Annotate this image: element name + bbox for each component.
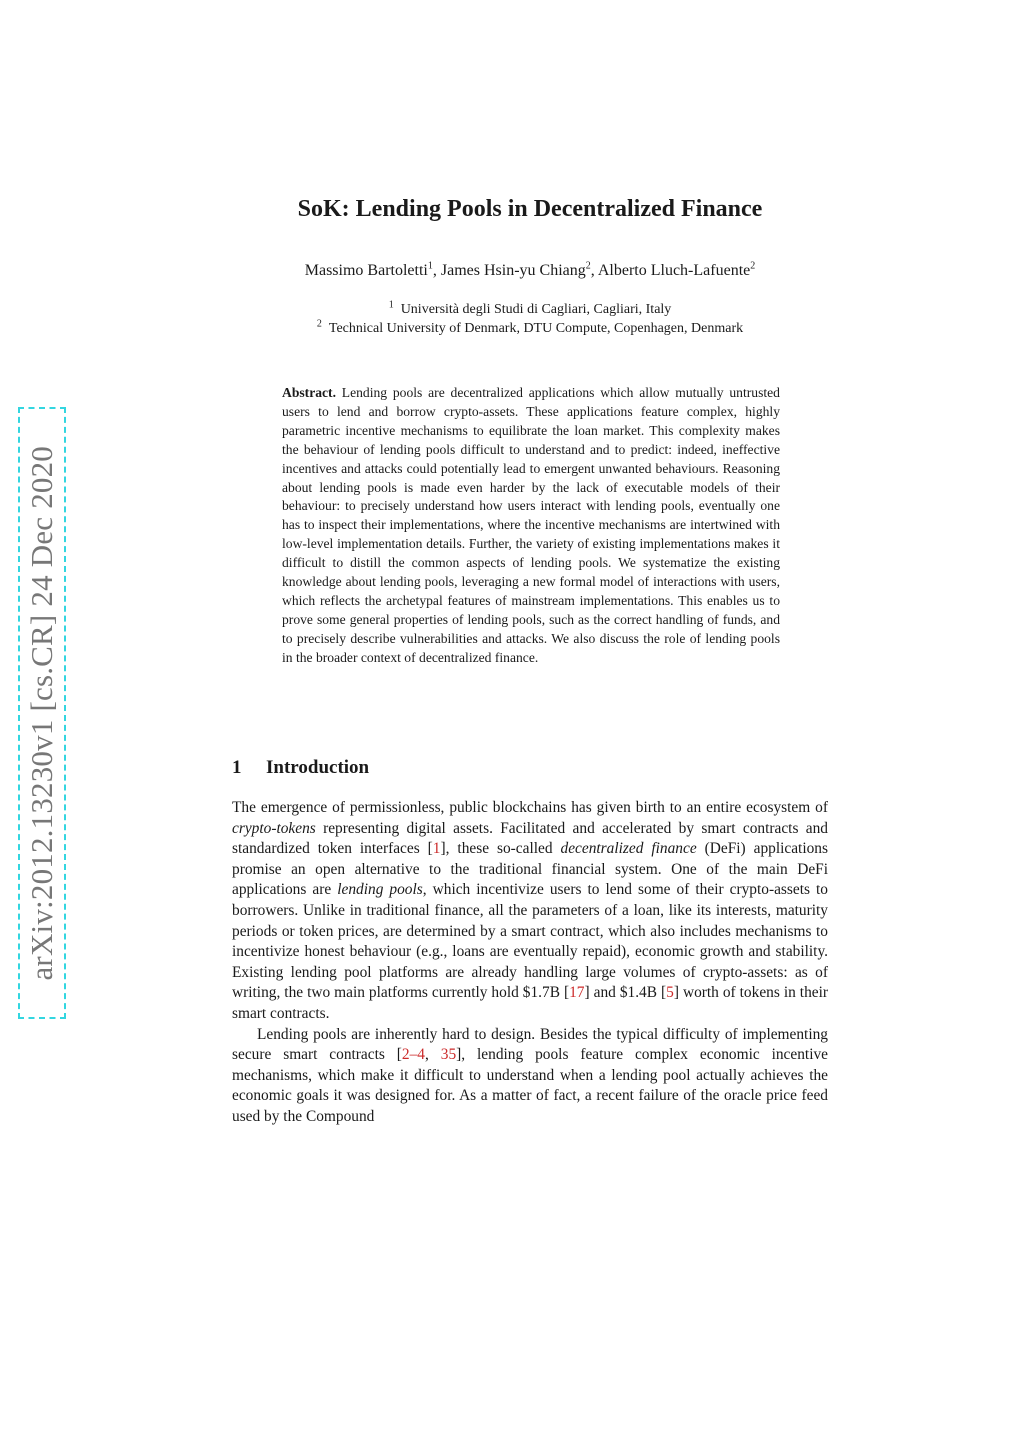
citation-link[interactable]: 2–4: [401, 1046, 425, 1064]
text-run: ] and $1.4B [: [584, 984, 667, 1002]
citation-link[interactable]: 1: [432, 840, 441, 858]
text-run: ], lending pools feature complex economic incentive mechanisms, which make it difficult to understand when a lending pool actually achieves the economic goals it was designed for. As a matter of fact, a recent failure of the oracle price feed used by the Compound: [232, 1046, 828, 1125]
author-name: Alberto Lluch-Lafuente: [597, 262, 751, 279]
author-name: James Hsin-yu Chiang: [440, 262, 586, 279]
affiliation-mark: 2: [316, 318, 322, 330]
section-number: 1: [232, 757, 242, 778]
abstract-label: Abstract.: [282, 385, 336, 400]
citation-link[interactable]: 17: [569, 984, 585, 1002]
author-list: Massimo Bartoletti$^1$, James Hsin-yu Chiang$^2$, Alberto Lluch-Lafuente$^2$: [304, 260, 756, 279]
text-run: Lending pools are inherently hard to design. Besides the typical difficulty of implementing secure smart contracts [: [232, 1025, 828, 1064]
citation-link[interactable]: 5: [666, 984, 674, 1002]
author-affiliation-mark: 2: [585, 260, 591, 272]
body-text: [232, 798, 828, 1128]
affiliation: [232, 300, 828, 319]
text-run: , which incentivize users to lend some of their crypto-assets to borrowers. Unlike in traditional finance, all the parameters of a loan, like its interests, maturity periods or token prices, are determined by a smart contract, which also includes mechanisms to incentivize honest behaviour (e.g., loans are eventually repaid), economic growth and stability. Existing lending pool platforms are already handling large volumes of crypto-assets: as of writing, the two main platforms currently hold $1.7B [: [232, 881, 828, 1002]
text-run: ], these so-called: [440, 840, 561, 858]
text-run: (DeFi) applications promise an open alternative to the traditional financial system. One of the main DeFi applications are: [232, 840, 828, 899]
emphasized-term: decentralized finance: [560, 840, 697, 858]
citation-link[interactable]: 35: [440, 1046, 457, 1064]
affiliation-list: [232, 300, 828, 338]
arxiv-identifier-stamp: [18, 407, 66, 1019]
text-run: ,: [424, 1046, 441, 1064]
paper-title: SoK: Lending Pools in Decentralized Finance: [297, 196, 763, 222]
author-affiliation-mark: 2: [750, 260, 756, 272]
paragraph: [232, 1025, 828, 1128]
paragraph: [232, 798, 828, 1025]
affiliation-mark: 1: [388, 299, 394, 311]
text-run: representing digital assets. Facilitated and accelerated by smart contracts and standardized token interfaces [: [232, 819, 828, 858]
affiliation-text: Technical University of Denmark, DTU Compute, Copenhagen, Denmark: [328, 321, 744, 336]
text-run: ] worth of tokens in their smart contracts.: [232, 984, 828, 1022]
abstract: [282, 384, 780, 668]
author-name: Massimo Bartoletti: [304, 262, 428, 279]
text-run: The emergence of permissionless, public blockchains has given birth to an entire ecosystem of: [232, 799, 828, 816]
emphasized-term: crypto-tokens: [232, 819, 316, 837]
affiliation-text: Università degli Studi di Cagliari, Cagliari, Italy: [400, 302, 672, 317]
emphasized-term: lending pools: [337, 881, 423, 899]
author-affiliation-mark: 1: [427, 260, 433, 272]
section-heading: [232, 757, 369, 779]
section-title: Introduction: [266, 757, 370, 778]
affiliation: [232, 319, 828, 338]
arxiv-identifier: arXiv:2012.13230v1 [cs.CR] 24 Dec 2020: [24, 445, 59, 981]
abstract-text: Lending pools are decentralized applications which allow mutually untrusted users to lend and borrow crypto-assets. These applications feature complex, highly parametric incentive mechanisms to equilibrate the loan market. This complexity makes the behaviour of lending pools difficult to understand and to predict: indeed, ineffective incentives and attacks could potentially lead to emergent unwanted behaviours. Reasoning about lending pools is made even harder by the lack of executable models of their behaviour: to precisely understand how users interact with lending pools, eventually one has to inspect their implementations, where the incentive mechanisms are intertwined with low-level implementation details. Further, the variety of existing implementations makes it difficult to distill the common aspects of lending pools. We systematize the existing knowledge about lending pools, leveraging a new formal model of interactions with users, which reflects the archetypal features of mainstream implementations. This enables us to prove some general properties of lending pools, such as the correct handling of funds, and to precisely describe vulnerabilities and attacks. We also discuss the role of lending pools in the broader context of decentralized finance.: [282, 385, 780, 665]
